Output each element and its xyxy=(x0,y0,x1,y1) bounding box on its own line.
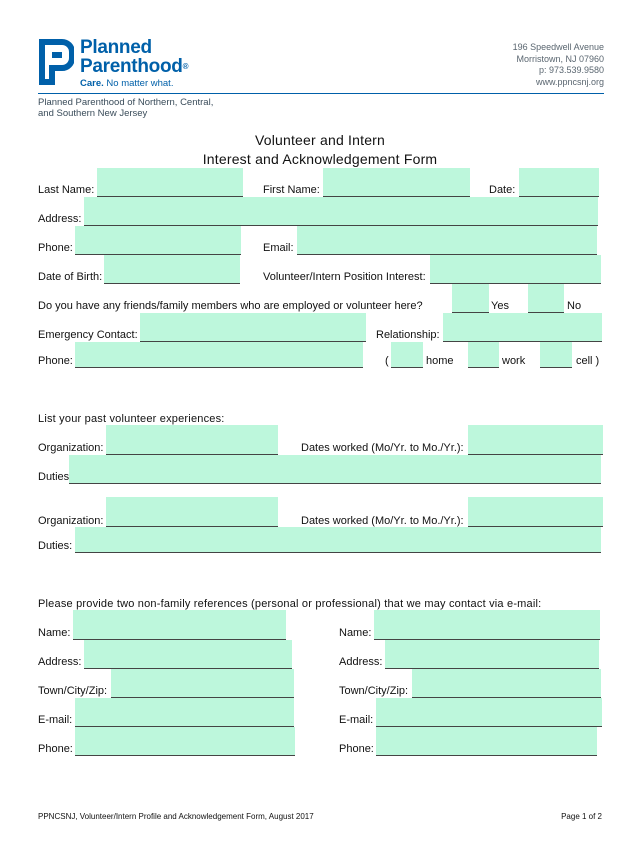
date-label: Date: xyxy=(489,184,516,196)
relationship-label: Relationship: xyxy=(376,329,440,341)
dates-worked-1-label: Dates worked (Mo/Yr. to Mo./Yr.): xyxy=(301,442,464,454)
ref-1-email-label: E-mail: xyxy=(38,714,73,726)
organization-2-label: Organization: xyxy=(38,515,104,527)
emergency-contact-field[interactable] xyxy=(140,313,366,342)
ref-1-town-field[interactable] xyxy=(111,669,294,698)
address-line-city: Morristown, NJ 07960 xyxy=(516,53,604,64)
organization-name xyxy=(38,98,213,119)
logo xyxy=(38,38,228,94)
last-name-label: Last Name: xyxy=(38,184,95,196)
logo-line-2 xyxy=(80,57,188,76)
ref-1-phone-field[interactable] xyxy=(75,727,295,756)
first-name-label: First Name: xyxy=(263,184,320,196)
ref-1-phone-label: Phone: xyxy=(38,743,73,755)
organization-2-field[interactable] xyxy=(106,497,278,527)
ref-1-town-label: Town/City/Zip: xyxy=(38,685,108,697)
ref-2-town-label: Town/City/Zip: xyxy=(339,685,409,697)
yes-field[interactable] xyxy=(452,284,489,313)
ref-1-name-field[interactable] xyxy=(73,610,286,640)
first-name-field[interactable] xyxy=(323,168,470,197)
address-line-website: www.ppncsnj.org xyxy=(535,76,604,87)
email-label: Email: xyxy=(263,242,294,254)
ref-1-address-field[interactable] xyxy=(84,640,292,669)
organization-1-field[interactable] xyxy=(106,425,278,455)
org-line-2: and Southern New Jersey xyxy=(38,107,148,119)
experience-heading: List your past volunteer experiences: xyxy=(38,413,225,425)
org-line-1: Planned Parenthood of Northern, Central, xyxy=(38,97,214,108)
emergency-phone-label: Phone: xyxy=(38,355,73,367)
relationship-field[interactable] xyxy=(443,313,602,342)
work-label: work xyxy=(502,355,526,367)
duties-2-label: Duties: xyxy=(38,540,73,552)
references-heading: Please provide two non-family references (personal or professional) that we may contact via e-mail: xyxy=(38,598,542,610)
header-divider xyxy=(38,93,604,94)
home-label: home xyxy=(426,355,454,367)
dates-worked-2-field[interactable] xyxy=(468,497,603,527)
ref-1-address-label: Address: xyxy=(38,656,82,668)
planned-parenthood-p-icon xyxy=(38,38,74,86)
address-block xyxy=(513,42,604,88)
address-line-street: 196 Speedwell Avenue xyxy=(512,42,604,52)
logo-line-1: Planned xyxy=(80,37,152,58)
footer-form-info: PPNCSNJ, Volunteer/Intern Profile and Acknowledgement Form, August 2017 xyxy=(38,812,314,821)
phone-field[interactable] xyxy=(75,226,241,255)
tagline xyxy=(80,78,173,89)
home-field[interactable] xyxy=(391,342,423,368)
ref-1-name-label: Name: xyxy=(38,627,71,639)
duties-1-field[interactable] xyxy=(69,455,601,484)
no-label: No xyxy=(567,300,582,312)
form-title-line-1: Volunteer and Intern xyxy=(254,132,386,148)
logo-line-2-text: Parenthood xyxy=(80,56,183,77)
ref-2-address-label: Address: xyxy=(339,656,383,668)
tagline-rest: No matter what. xyxy=(103,78,174,89)
ref-2-town-field[interactable] xyxy=(412,669,601,698)
ref-2-phone-label: Phone: xyxy=(339,743,374,755)
footer-page-number: Page 1 of 2 xyxy=(561,812,602,821)
dob-label: Date of Birth: xyxy=(38,271,103,283)
registered-mark: ® xyxy=(182,62,189,71)
address-field[interactable] xyxy=(84,197,598,226)
cell-label: cell ) xyxy=(576,355,600,367)
organization-1-label: Organization: xyxy=(38,442,104,454)
email-field[interactable] xyxy=(297,226,597,255)
position-label: Volunteer/Intern Position Interest: xyxy=(263,271,426,283)
last-name-field[interactable] xyxy=(97,168,243,197)
address-label: Address: xyxy=(38,213,82,225)
ref-2-address-field[interactable] xyxy=(385,640,599,669)
tagline-bold: Care. xyxy=(80,78,104,89)
ref-1-email-field[interactable] xyxy=(75,698,294,727)
no-field[interactable] xyxy=(528,284,564,313)
position-field[interactable] xyxy=(430,255,601,284)
ref-2-name-label: Name: xyxy=(339,627,372,639)
friends-question-label: Do you have any friends/family members who are employed or volunteer here? xyxy=(38,300,423,312)
duties-1-label: Duties xyxy=(38,471,70,483)
phone-label: Phone: xyxy=(38,242,73,254)
emergency-contact-label: Emergency Contact: xyxy=(38,329,138,341)
duties-2-field[interactable] xyxy=(75,527,601,553)
dates-worked-2-label: Dates worked (Mo/Yr. to Mo./Yr.): xyxy=(301,515,464,527)
ref-2-phone-field[interactable] xyxy=(376,727,597,756)
cell-field[interactable] xyxy=(540,342,572,368)
address-line-phone: p: 973.539.9580 xyxy=(538,65,604,75)
work-field[interactable] xyxy=(468,342,499,368)
date-field[interactable] xyxy=(519,168,599,197)
yes-label: Yes xyxy=(491,300,509,312)
ref-2-email-field[interactable] xyxy=(376,698,602,727)
open-paren: ( xyxy=(385,355,389,367)
ref-2-email-label: E-mail: xyxy=(339,714,374,726)
dob-field[interactable] xyxy=(104,255,240,284)
form-title-line-2: Interest and Acknowledgement Form xyxy=(202,151,438,167)
ref-2-name-field[interactable] xyxy=(374,610,600,640)
emergency-phone-field[interactable] xyxy=(75,342,363,368)
dates-worked-1-field[interactable] xyxy=(468,425,603,455)
